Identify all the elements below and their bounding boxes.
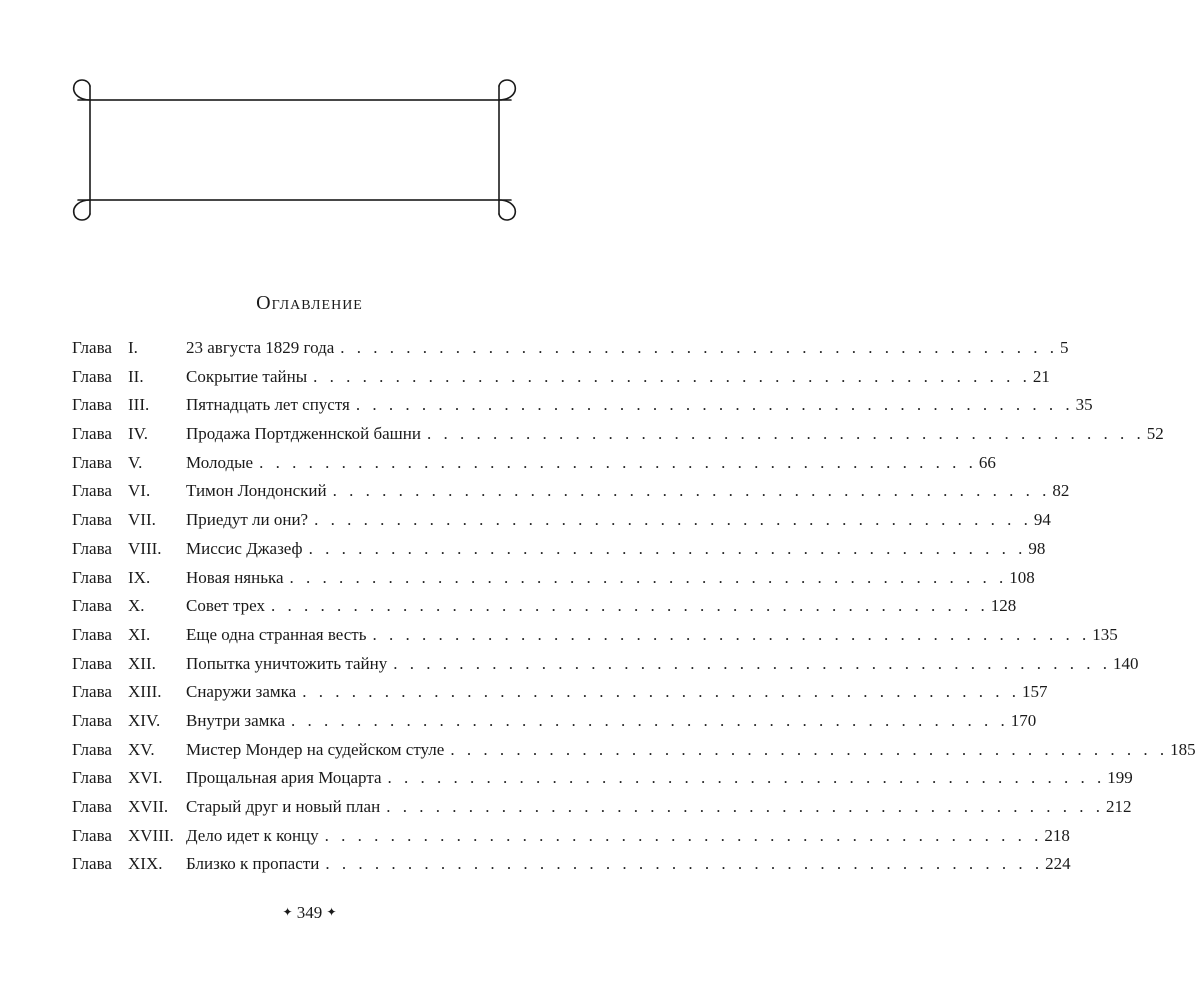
- decorative-frame: [0, 0, 619, 230]
- page-number: 82: [1052, 481, 1070, 501]
- chapter-title: Снаружи замка: [186, 682, 297, 702]
- chapter-entry: [186, 822, 1070, 851]
- chapter-word: Глава: [72, 624, 112, 644]
- chapter-entry: [186, 650, 1139, 679]
- toc-entry-19[interactable]: [72, 850, 1071, 879]
- chapter-entry: [186, 678, 1048, 707]
- chapter-numeral: XIX.: [128, 854, 163, 874]
- chapter-entry: [186, 592, 1017, 621]
- chapter-numeral: XVIII.: [128, 825, 174, 845]
- dot-leader: . . . . . . . . . . . . . . . . . . . . . . . . . . . . . . . . . . . . . . . . . . . .: [313, 366, 1031, 386]
- toc-entry-18[interactable]: [72, 822, 1070, 851]
- page-number: 135: [1092, 624, 1118, 644]
- chapter-numeral: XV.: [128, 739, 155, 759]
- chapter-title: Мистер Мондер на судейском стуле: [186, 739, 445, 759]
- page-number: 199: [1107, 768, 1133, 788]
- dot-leader: . . . . . . . . . . . . . . . . . . . . . . . . . . . . . . . . . . . . . . . . . . . .: [314, 510, 1032, 530]
- chapter-numeral: I.: [128, 338, 138, 357]
- chapter-numeral: VIII.: [128, 538, 162, 558]
- chapter-entry: [186, 449, 996, 478]
- page-number: 170: [1010, 710, 1037, 730]
- chapter-numeral: XIV.: [128, 710, 161, 730]
- chapter-title: Новая нянька: [186, 567, 284, 587]
- toc-entry-17[interactable]: [72, 793, 1132, 822]
- page-folio: [0, 903, 619, 923]
- chapter-title: Еще одна странная весть: [186, 624, 367, 644]
- chapter-entry: [186, 793, 1132, 822]
- chapter-numeral: IX.: [128, 567, 151, 587]
- chapter-title: Близко к пропасти: [186, 854, 320, 874]
- chapter-word: Глава: [72, 567, 112, 587]
- chapter-title: Пятнадцать лет спустя: [186, 395, 350, 415]
- toc-entry-5[interactable]: [72, 449, 996, 478]
- page-number: 140: [1112, 653, 1139, 673]
- chapter-title: Молодые: [186, 452, 254, 472]
- chapter-entry: [186, 850, 1071, 879]
- dot-leader: . . . . . . . . . . . . . . . . . . . . . . . . . . . . . . . . . . . . . . . . . . . .: [270, 596, 989, 616]
- chapter-numeral: XIII.: [128, 682, 162, 702]
- chapter-word: Глава: [72, 424, 112, 444]
- chapter-title: Попытка уничтожить тайну: [186, 653, 388, 673]
- dot-leader: . . . . . . . . . . . . . . . . . . . . . . . . . . . . . . . . . . . . . . . . . . . .: [325, 854, 1044, 874]
- chapter-entry: [186, 391, 1093, 420]
- page-number: 108: [1009, 567, 1035, 587]
- dot-leader: . . . . . . . . . . . . . . . . . . . . . . . . . . . . . . . . . . . . . . . . . . . .: [355, 395, 1074, 415]
- page-number: 157: [1021, 682, 1048, 702]
- chapter-word: Глава: [72, 338, 112, 357]
- page-number: 224: [1045, 854, 1071, 874]
- dot-leader: . . . . . . . . . . . . . . . . . . . . . . . . . . . . . . . . . . . . . . . . . . . .: [450, 739, 1169, 759]
- chapter-title: Дело идет к концу: [186, 825, 319, 845]
- chapter-title: Старый друг и новый план: [186, 797, 381, 816]
- chapter-word: Глава: [72, 510, 112, 530]
- chapter-entry: [186, 420, 1164, 449]
- page-number: 5: [1060, 338, 1069, 357]
- folio-ornament-left-icon: ✦: [282, 905, 293, 919]
- toc-entry-7[interactable]: [72, 506, 1051, 535]
- chapter-numeral: XVI.: [128, 768, 163, 788]
- toc-heading: Оглавление: [256, 292, 363, 314]
- toc-entry-8[interactable]: [72, 535, 1046, 564]
- toc-entry-15[interactable]: [72, 736, 1196, 765]
- toc-entry-6[interactable]: [72, 477, 1070, 506]
- chapter-word: Глава: [72, 739, 112, 759]
- chapter-word: Глава: [72, 653, 112, 673]
- toc-entry-10[interactable]: [72, 592, 1017, 621]
- chapter-title: Приедут ли они?: [186, 510, 309, 530]
- page-number: 128: [990, 596, 1017, 616]
- chapter-entry: [186, 707, 1037, 736]
- toc-entry-11[interactable]: [72, 621, 1118, 650]
- chapter-numeral: VI.: [128, 481, 151, 501]
- dot-leader: . . . . . . . . . . . . . . . . . . . . . . . . . . . . . . . . . . . . . . . . . . . .: [324, 825, 1043, 845]
- chapter-entry: [186, 506, 1051, 535]
- chapter-word: Глава: [72, 710, 112, 730]
- chapter-entry: [186, 334, 1069, 363]
- dot-leader: . . . . . . . . . . . . . . . . . . . . . . . . . . . . . . . . . . . . . . . . . . . .: [426, 424, 1145, 444]
- chapter-word: Глава: [72, 452, 112, 472]
- chapter-entry: [186, 477, 1070, 506]
- chapter-word: Глава: [72, 366, 112, 386]
- chapter-title: Продажа Портдженнской башни: [186, 424, 421, 444]
- toc-entry-12[interactable]: [72, 650, 1139, 679]
- chapter-numeral: V.: [128, 452, 143, 472]
- dot-leader: . . . . . . . . . . . . . . . . . . . . . . . . . . . . . . . . . . . . . . . . . . . .: [340, 338, 1059, 357]
- page-number: 66: [978, 452, 996, 472]
- chapter-numeral: X.: [128, 596, 145, 616]
- chapter-numeral: VII.: [128, 510, 156, 530]
- chapter-word: Глава: [72, 825, 112, 845]
- table-of-contents: [72, 334, 1196, 879]
- chapter-word: Глава: [72, 395, 112, 415]
- dot-leader: . . . . . . . . . . . . . . . . . . . . . . . . . . . . . . . . . . . . . . . . . . . .: [291, 710, 1009, 730]
- chapter-title: Внутри замка: [186, 710, 285, 730]
- page-number: 94: [1033, 510, 1051, 530]
- page-number: 21: [1032, 366, 1050, 386]
- chapter-title: 23 августа 1829 года: [186, 338, 335, 357]
- chapter-title: Прощальная ария Моцарта: [186, 768, 382, 788]
- chapter-numeral: XI.: [128, 624, 151, 644]
- chapter-entry: [186, 363, 1050, 392]
- toc-entry-9[interactable]: [72, 564, 1035, 593]
- chapter-entry: [186, 764, 1133, 793]
- chapter-numeral: XII.: [128, 653, 156, 673]
- toc-entry-2[interactable]: [72, 363, 1050, 392]
- chapter-word: Глава: [72, 854, 112, 874]
- dot-leader: . . . . . . . . . . . . . . . . . . . . . . . . . . . . . . . . . . . . . . . . . . . .: [289, 567, 1008, 587]
- dot-leader: . . . . . . . . . . . . . . . . . . . . . . . . . . . . . . . . . . . . . . . . . . . .: [302, 682, 1020, 702]
- chapter-numeral: II.: [128, 366, 144, 386]
- page-number: 185: [1170, 739, 1196, 759]
- chapter-title: Тимон Лондонский: [186, 481, 327, 501]
- toc-entry-13[interactable]: [72, 678, 1048, 707]
- chapter-entry: [186, 736, 1196, 765]
- toc-entry-4[interactable]: [72, 420, 1164, 449]
- chapter-title: Сокрытие тайны: [186, 366, 308, 386]
- toc-entry-16[interactable]: [72, 764, 1133, 793]
- page-number: 212: [1105, 797, 1132, 816]
- page-number: 52: [1146, 424, 1164, 444]
- chapter-numeral: XVII.: [128, 797, 169, 816]
- dot-leader: . . . . . . . . . . . . . . . . . . . . . . . . . . . . . . . . . . . . . . . . . . . .: [386, 797, 1104, 816]
- dot-leader: . . . . . . . . . . . . . . . . . . . . . . . . . . . . . . . . . . . . . . . . . . . .: [387, 768, 1106, 788]
- chapter-numeral: IV.: [128, 424, 148, 444]
- dot-leader: . . . . . . . . . . . . . . . . . . . . . . . . . . . . . . . . . . . . . . . . . . . .: [308, 538, 1027, 558]
- chapter-entry: [186, 621, 1118, 650]
- chapter-entry: [186, 564, 1035, 593]
- toc-entry-14[interactable]: [72, 707, 1037, 736]
- dot-leader: . . . . . . . . . . . . . . . . . . . . . . . . . . . . . . . . . . . . . . . . . . . .: [332, 481, 1051, 501]
- chapter-word: Глава: [72, 768, 112, 788]
- page-number: 35: [1075, 395, 1093, 415]
- chapter-entry: [186, 535, 1046, 564]
- page-number: 98: [1028, 538, 1046, 558]
- chapter-word: Глава: [72, 481, 112, 501]
- dot-leader: . . . . . . . . . . . . . . . . . . . . . . . . . . . . . . . . . . . . . . . . . . . .: [259, 452, 977, 472]
- dot-leader: . . . . . . . . . . . . . . . . . . . . . . . . . . . . . . . . . . . . . . . . . . . .: [393, 653, 1111, 673]
- chapter-word: Глава: [72, 538, 112, 558]
- folio-number: 349: [296, 903, 323, 922]
- toc-entry-1[interactable]: [72, 334, 1069, 363]
- chapter-numeral: III.: [128, 395, 150, 415]
- chapter-title: Миссис Джазеф: [186, 538, 303, 558]
- dot-leader: . . . . . . . . . . . . . . . . . . . . . . . . . . . . . . . . . . . . . . . . . . . .: [372, 624, 1091, 644]
- folio-ornament-right-icon: ✦: [326, 905, 337, 919]
- page-number: 218: [1044, 825, 1070, 845]
- chapter-word: Глава: [72, 682, 112, 702]
- chapter-word: Глава: [72, 797, 112, 816]
- chapter-title: Совет трех: [186, 596, 265, 616]
- chapter-word: Глава: [72, 596, 112, 616]
- toc-entry-3[interactable]: [72, 391, 1093, 420]
